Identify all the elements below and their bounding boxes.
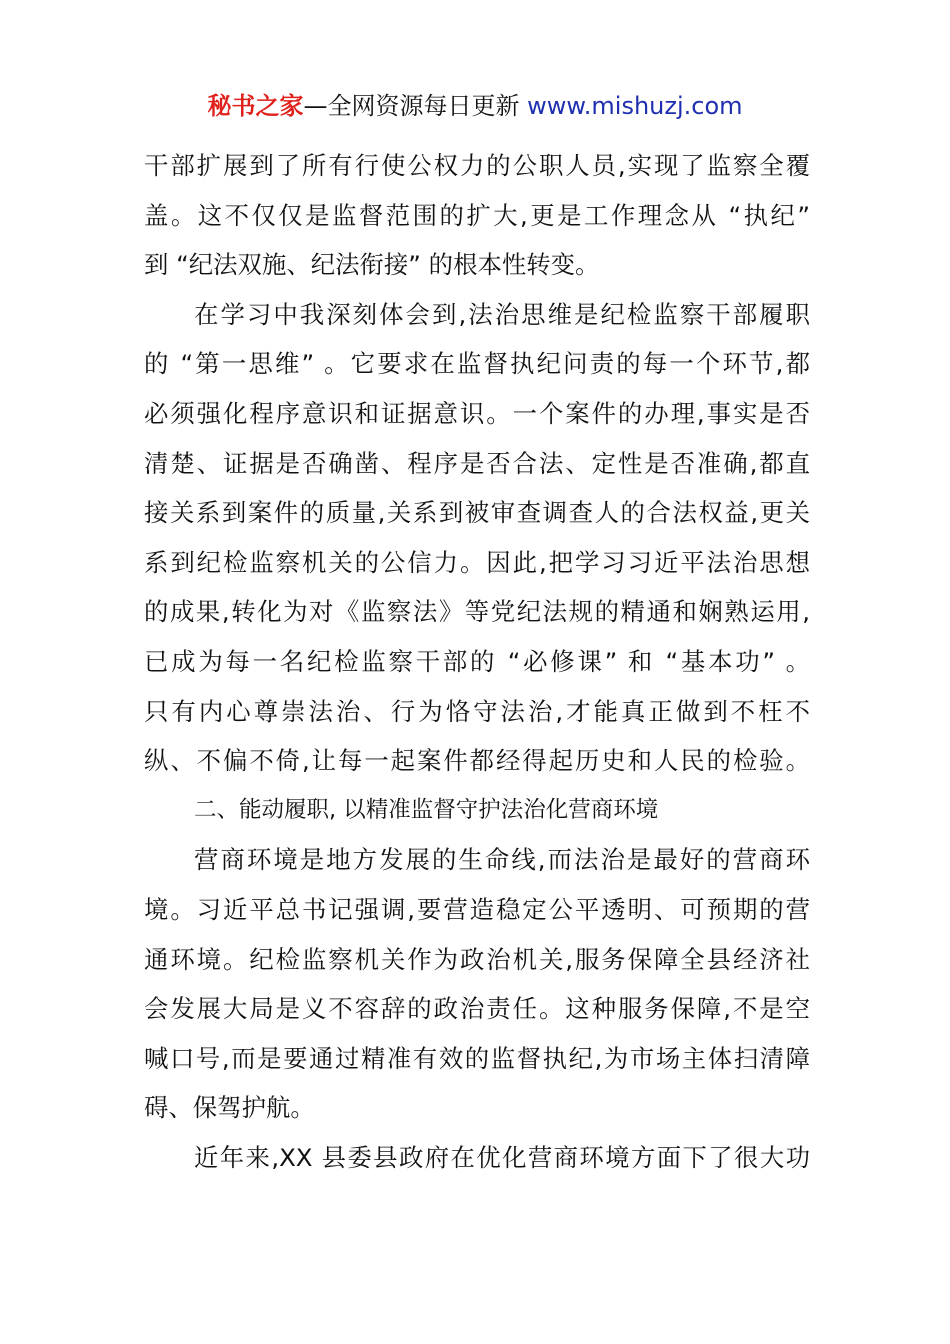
- page-header: [0, 86, 950, 126]
- section-heading: 二、能动履职, 以精准监督守护法治化营商环境: [194, 796, 659, 823]
- text-line: 只有内心尊崇法治、行为恪守法治,才能真正做到不枉不: [144, 696, 810, 726]
- text-line: 盖。这不仅仅是监督范围的扩大,更是工作理念从 “执纪”: [144, 200, 810, 230]
- document-body: [144, 141, 810, 1182]
- text-line: 清楚、证据是否确凿、程序是否合法、定性是否准确,都直: [144, 448, 810, 478]
- header-tagline: —全网资源每日更新: [303, 92, 528, 120]
- text-line: 喊口号,而是要通过精准有效的监督执纪,为市场主体扫清障: [144, 1043, 810, 1073]
- text-line: 接关系到案件的质量,关系到被审查调查人的合法权益,更关: [144, 498, 810, 528]
- text-line: 在学习中我深刻体会到,法治思维是纪检监察干部履职: [194, 299, 810, 329]
- text-line: 的 “第一思维” 。它要求在监督执纪问责的每一个环节,都: [144, 349, 810, 379]
- site-url: www.mishuzj.com: [527, 92, 743, 120]
- text-line: 干部扩展到了所有行使公权力的公职人员,实现了监察全覆: [144, 151, 810, 180]
- text-line: 会发展大局是义不容辞的政治责任。这种服务保障,不是空: [144, 994, 810, 1024]
- text-line: 必须强化程序意识和证据意识。一个案件的办理,事实是否: [144, 398, 810, 428]
- text-line: 系到纪检监察机关的公信力。因此,把学习习近平法治思想: [144, 547, 810, 577]
- text-line: 通环境。纪检监察机关作为政治机关,服务保障全县经济社: [144, 944, 810, 974]
- brand-name: 秘书之家: [207, 92, 304, 120]
- text-line: 碍、保驾护航。: [144, 1093, 315, 1123]
- text-line: 的成果,转化为对《监察法》等党纪法规的精通和娴熟运用,: [144, 597, 810, 627]
- text-line: 纵、不偏不倚,让每一起案件都经得起历史和人民的检验。: [144, 746, 810, 776]
- text-line: 已成为每一名纪检监察干部的 “必修课” 和 “基本功” 。: [144, 646, 810, 676]
- text-line: 境。习近平总书记强调,要营造稳定公平透明、可预期的营: [144, 894, 810, 924]
- text-line: 到 “纪法双施、纪法衔接” 的根本性转变。: [144, 250, 600, 280]
- text-line: 营商环境是地方发展的生命线,而法治是最好的营商环: [194, 845, 810, 875]
- text-line: 近年来,XX 县委县政府在优化营商环境方面下了很大功: [194, 1142, 810, 1172]
